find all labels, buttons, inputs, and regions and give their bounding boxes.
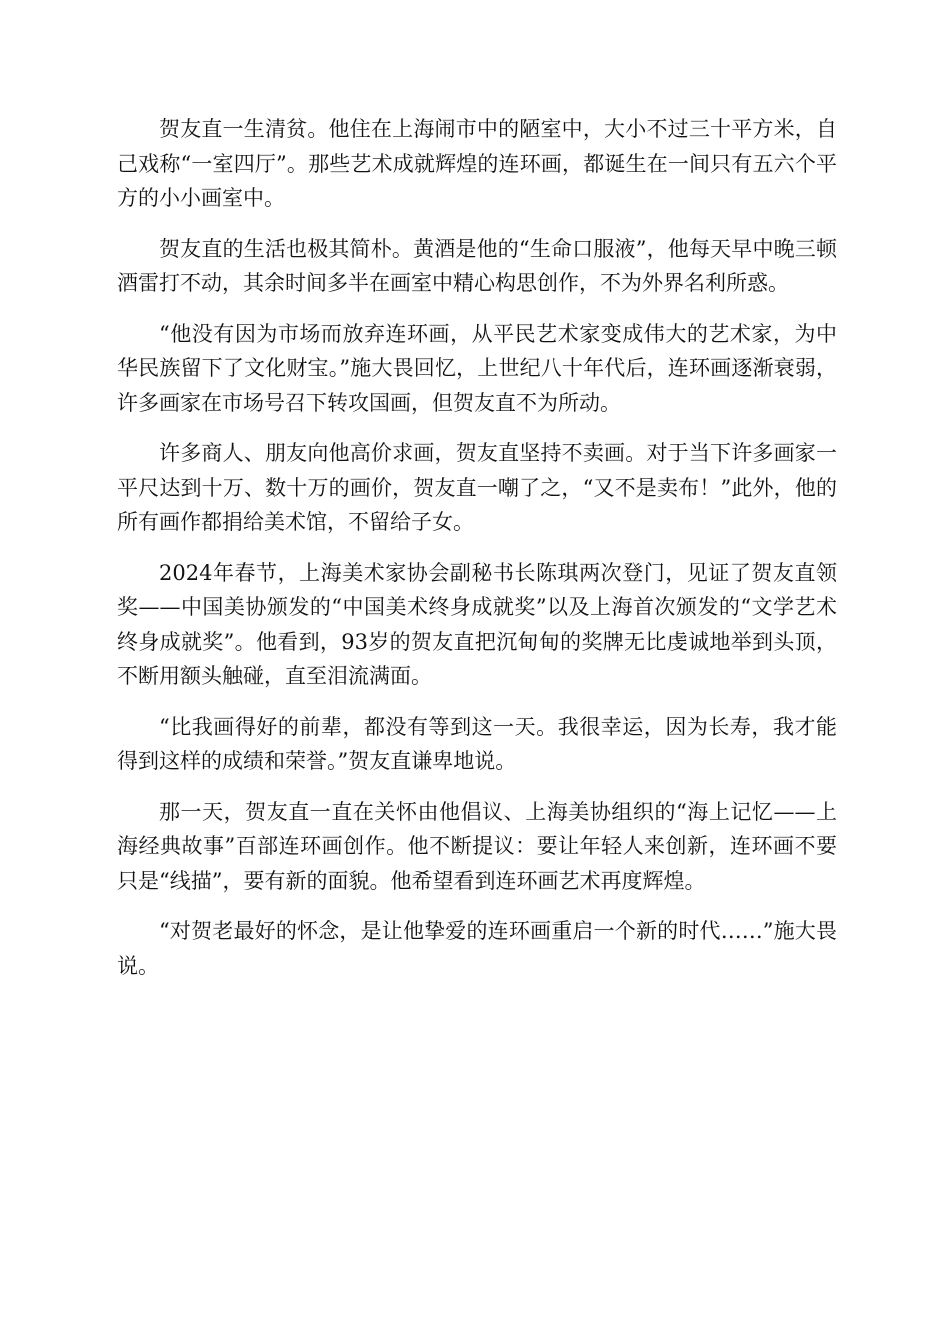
paragraph-4: 许多商人、朋友向他高价求画，贺友直坚持不卖画。对于当下许多画家一平尺达到十万、数十万的画价，贺友直一嘲了之，“又不是卖布！”此外，他的所有画作都捐给美术馆，不留给子女。	[117, 441, 837, 534]
paragraph-7: 那一天，贺友直一直在关怀由他倡议、上海美协组织的“海上记忆——上海经典故事”百部连环画创作。他不断提议：要让年轻人来创新，连环画不要只是“线描”，要有新的面貌。他希望看到连环画艺术再度辉煌。	[117, 799, 837, 893]
paragraph-5: 2024年春节，上海美术家协会副秘书长陈琪两次登门，见证了贺友直领奖——中国美协颁发的“中国美术终身成就奖”以及上海首次颁发的“文学艺术终身成就奖”。他看到，93岁的贺友直把沉甸甸的奖牌无比虔诚地举到头顶，不断用额头触碰，直至泪流满面。	[117, 560, 837, 688]
paragraph-6: “比我画得好的前辈，都没有等到这一天。我很幸运，因为长寿，我才能得到这样的成绩和荣誉。”贺友直谦卑地说。	[117, 714, 837, 773]
paragraph-8: “对贺老最好的怀念，是让他挚爱的连环画重启一个新的时代……”施大畏说。	[117, 919, 837, 978]
paragraph-2: 贺友直的生活也极其简朴。黄酒是他的“生命口服液”，他每天早中晚三顿酒雷打不动，其余时间多半在画室中精心构思创作，不为外界名利所惑。	[117, 236, 837, 295]
article-body	[117, 112, 837, 999]
paragraph-1: 贺友直一生清贫。他住在上海闹市中的陋室中，大小不过三十平方米，自己戏称“一室四厅”。那些艺术成就辉煌的连环画，都诞生在一间只有五六个平方的小小画室中。	[117, 117, 837, 210]
paragraph-3: “他没有因为市场而放弃连环画，从平民艺术家变成伟大的艺术家，为中华民族留下了文化财宝。”施大畏回忆，上世纪八十年代后，连环画逐渐衰弱，许多画家在市场号召下转攻国画，但贺友直不为所动。	[117, 321, 837, 415]
